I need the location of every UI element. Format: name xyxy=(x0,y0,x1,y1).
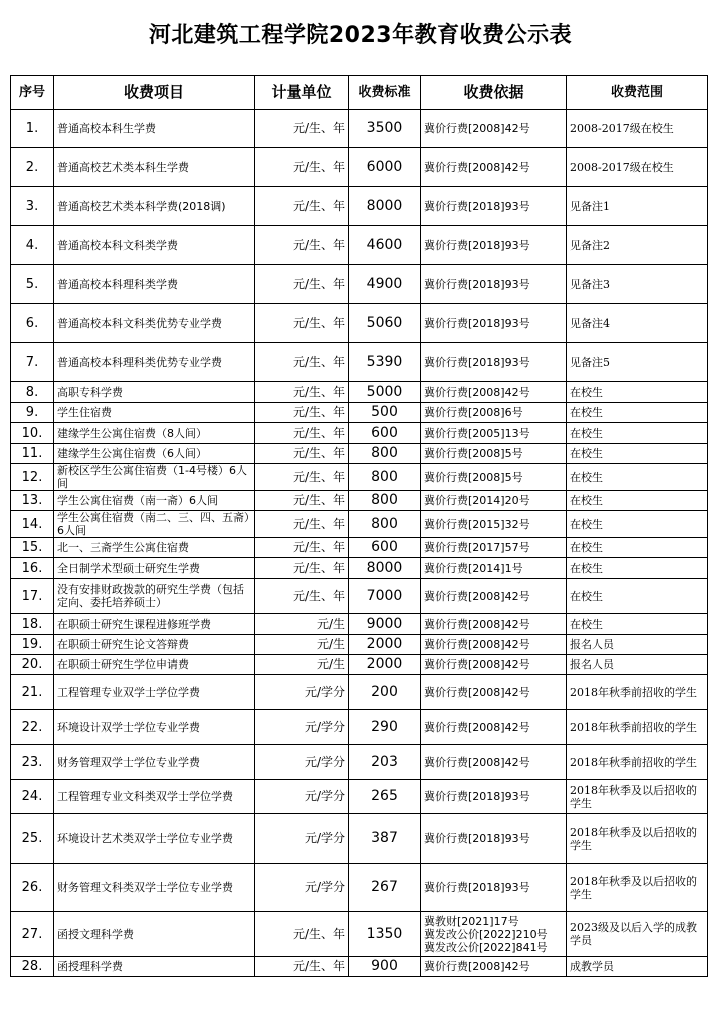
row-index: 24. xyxy=(11,780,54,814)
row-item: 学生住宿费 xyxy=(54,403,255,423)
row-standard: 4600 xyxy=(349,226,421,265)
row-basis xyxy=(421,382,567,403)
row-scope: 2018年秋季前招收的学生 xyxy=(567,745,708,780)
row-standard: 800 xyxy=(349,464,421,491)
row-unit: 元/生、年 xyxy=(255,226,349,265)
row-standard: 800 xyxy=(349,491,421,511)
row-basis-line: 冀价行费[2018]93号 xyxy=(424,238,530,252)
row-unit: 元/生、年 xyxy=(255,444,349,464)
row-item: 高职专科学费 xyxy=(54,382,255,403)
row-unit: 元/生、年 xyxy=(255,957,349,977)
row-unit: 元/生 xyxy=(255,614,349,635)
row-standard: 800 xyxy=(349,444,421,464)
row-item: 普通高校本科生学费 xyxy=(54,110,255,148)
row-unit: 元/生、年 xyxy=(255,558,349,579)
page-title: 河北建筑工程学院2023年教育收费公示表 xyxy=(148,23,573,48)
row-index: 22. xyxy=(11,710,54,745)
row-basis-line: 冀价行费[2008]42号 xyxy=(424,658,530,671)
row-basis xyxy=(421,110,567,148)
table-row xyxy=(11,558,708,579)
table-row xyxy=(11,304,708,343)
row-index: 23. xyxy=(11,745,54,780)
table-row xyxy=(11,148,708,187)
row-scope: 见备注5 xyxy=(567,343,708,382)
row-item: 学生公寓住宿费（南一斋）6人间 xyxy=(54,491,255,511)
table-row xyxy=(11,814,708,864)
row-item: 环境设计艺术类双学士学位专业学费 xyxy=(54,814,255,864)
row-basis-line: 冀价行费[2008]42号 xyxy=(424,960,530,973)
row-scope: 2018年秋季前招收的学生 xyxy=(567,710,708,745)
row-item: 普通高校艺术类本科学费(2018调) xyxy=(54,187,255,226)
row-basis-line: 冀价行费[2008]42号 xyxy=(424,638,530,651)
row-basis xyxy=(421,464,567,491)
row-basis xyxy=(421,343,567,382)
row-basis-line: 冀价行费[2005]13号 xyxy=(424,426,530,440)
row-scope: 在校生 xyxy=(567,614,708,635)
table-row xyxy=(11,226,708,265)
row-item: 北一、三斋学生公寓住宿费 xyxy=(54,538,255,558)
table-row xyxy=(11,538,708,558)
row-item: 普通高校本科文科类优势专业学费 xyxy=(54,304,255,343)
table-row xyxy=(11,187,708,226)
table-row xyxy=(11,957,708,977)
row-unit: 元/生、年 xyxy=(255,187,349,226)
row-scope: 成教学员 xyxy=(567,957,708,977)
row-basis-line: 冀价行费[2015]32号 xyxy=(424,517,530,531)
row-item: 在职硕士研究生课程进修班学费 xyxy=(54,614,255,635)
table-row xyxy=(11,444,708,464)
row-item: 建缘学生公寓住宿费（8人间） xyxy=(54,423,255,444)
fee-table-body xyxy=(11,110,708,977)
row-item: 在职硕士研究生学位申请费 xyxy=(54,655,255,675)
row-index: 12. xyxy=(11,464,54,491)
row-unit: 元/学分 xyxy=(255,745,349,780)
row-scope: 报名人员 xyxy=(567,655,708,675)
row-scope: 在校生 xyxy=(567,579,708,614)
row-index: 20. xyxy=(11,655,54,675)
row-basis xyxy=(421,655,567,675)
row-standard: 290 xyxy=(349,710,421,745)
row-item: 财务管理文科类双学士学位专业学费 xyxy=(54,864,255,912)
row-scope: 报名人员 xyxy=(567,635,708,655)
row-standard: 5390 xyxy=(349,343,421,382)
row-item: 工程管理专业双学士学位学费 xyxy=(54,675,255,710)
row-basis xyxy=(421,187,567,226)
row-index: 18. xyxy=(11,614,54,635)
row-item: 新校区学生公寓住宿费（1-4号楼）6人间 xyxy=(54,464,255,491)
row-scope: 在校生 xyxy=(567,511,708,538)
row-standard: 600 xyxy=(349,538,421,558)
row-standard: 7000 xyxy=(349,579,421,614)
row-index: 1. xyxy=(11,110,54,148)
table-row xyxy=(11,343,708,382)
row-standard: 5060 xyxy=(349,304,421,343)
row-basis xyxy=(421,912,567,957)
row-basis xyxy=(421,614,567,635)
table-row xyxy=(11,110,708,148)
row-basis-line: 冀价行费[2008]42号 xyxy=(424,385,530,399)
row-standard: 2000 xyxy=(349,655,421,675)
table-row xyxy=(11,423,708,444)
row-index: 9. xyxy=(11,403,54,423)
row-standard: 265 xyxy=(349,780,421,814)
row-standard: 4900 xyxy=(349,265,421,304)
row-index: 28. xyxy=(11,957,54,977)
row-basis xyxy=(421,403,567,423)
table-header-row xyxy=(11,76,708,110)
row-unit: 元/学分 xyxy=(255,780,349,814)
row-basis-line: 冀价行费[2008]42号 xyxy=(424,160,530,174)
row-scope: 2018年秋季前招收的学生 xyxy=(567,675,708,710)
row-standard: 200 xyxy=(349,675,421,710)
row-basis-line: 冀价行费[2008]42号 xyxy=(424,122,530,135)
row-basis-line: 冀价行费[2008]42号 xyxy=(424,589,530,603)
table-row xyxy=(11,579,708,614)
row-basis xyxy=(421,635,567,655)
row-basis-line: 冀价行费[2018]93号 xyxy=(424,199,530,213)
row-standard: 267 xyxy=(349,864,421,912)
row-basis xyxy=(421,511,567,538)
table-row xyxy=(11,864,708,912)
row-basis xyxy=(421,304,567,343)
table-row xyxy=(11,511,708,538)
row-standard: 8000 xyxy=(349,187,421,226)
row-scope: 在校生 xyxy=(567,444,708,464)
row-basis-line: 冀发改公价[2022]210号 xyxy=(424,927,548,941)
row-index: 11. xyxy=(11,444,54,464)
row-unit: 元/生 xyxy=(255,635,349,655)
row-index: 21. xyxy=(11,675,54,710)
row-standard: 387 xyxy=(349,814,421,864)
row-unit: 元/生、年 xyxy=(255,343,349,382)
row-scope: 2008-2017级在校生 xyxy=(567,110,708,148)
table-row xyxy=(11,464,708,491)
row-basis xyxy=(421,491,567,511)
table-row xyxy=(11,745,708,780)
row-item: 学生公寓住宿费（南二、三、四、五斋）6人间 xyxy=(54,511,255,538)
row-item: 普通高校艺术类本科生学费 xyxy=(54,148,255,187)
row-unit: 元/生、年 xyxy=(255,464,349,491)
row-index: 4. xyxy=(11,226,54,265)
row-standard: 800 xyxy=(349,511,421,538)
row-basis-line: 冀价行费[2008]5号 xyxy=(424,447,523,460)
row-scope: 2018年秋季及以后招收的学生 xyxy=(567,814,708,864)
row-index: 13. xyxy=(11,491,54,511)
row-basis-line: 冀价行费[2018]93号 xyxy=(424,832,530,845)
row-standard: 500 xyxy=(349,403,421,423)
row-basis-line: 冀教财[2021]17号 xyxy=(424,914,519,928)
row-basis xyxy=(421,675,567,710)
row-unit: 元/生、年 xyxy=(255,491,349,511)
row-basis xyxy=(421,538,567,558)
row-unit: 元/学分 xyxy=(255,710,349,745)
row-index: 3. xyxy=(11,187,54,226)
row-unit: 元/生、年 xyxy=(255,403,349,423)
row-index: 5. xyxy=(11,265,54,304)
row-scope: 在校生 xyxy=(567,403,708,423)
row-standard: 1350 xyxy=(349,912,421,957)
table-row xyxy=(11,912,708,957)
row-basis-line: 冀价行费[2008]42号 xyxy=(424,755,530,769)
row-standard: 900 xyxy=(349,957,421,977)
row-scope: 在校生 xyxy=(567,558,708,579)
row-unit: 元/生、年 xyxy=(255,304,349,343)
row-unit: 元/生、年 xyxy=(255,538,349,558)
row-item: 财务管理双学士学位专业学费 xyxy=(54,745,255,780)
table-row xyxy=(11,614,708,635)
row-scope: 在校生 xyxy=(567,382,708,403)
row-unit: 元/生 xyxy=(255,655,349,675)
row-basis xyxy=(421,558,567,579)
row-standard: 2000 xyxy=(349,635,421,655)
row-item: 工程管理专业文科类双学士学位学费 xyxy=(54,780,255,814)
row-basis xyxy=(421,444,567,464)
table-row xyxy=(11,491,708,511)
row-item: 环境设计双学士学位专业学费 xyxy=(54,710,255,745)
row-standard: 203 xyxy=(349,745,421,780)
row-item: 建缘学生公寓住宿费（6人间） xyxy=(54,444,255,464)
row-index: 19. xyxy=(11,635,54,655)
row-item: 函授文理科学费 xyxy=(54,912,255,957)
row-index: 14. xyxy=(11,511,54,538)
row-basis xyxy=(421,780,567,814)
row-index: 10. xyxy=(11,423,54,444)
row-scope: 在校生 xyxy=(567,491,708,511)
row-unit: 元/学分 xyxy=(255,814,349,864)
row-basis xyxy=(421,957,567,977)
table-row xyxy=(11,382,708,403)
row-item: 普通高校本科理科类学费 xyxy=(54,265,255,304)
row-scope: 2008-2017级在校生 xyxy=(567,148,708,187)
row-basis-line: 冀价行费[2008]42号 xyxy=(424,685,530,699)
row-basis-line: 冀价行费[2008]42号 xyxy=(424,617,530,631)
row-unit: 元/生、年 xyxy=(255,511,349,538)
row-index: 27. xyxy=(11,912,54,957)
row-basis-line: 冀价行费[2014]1号 xyxy=(424,561,523,575)
table-row xyxy=(11,265,708,304)
header-basis: 收费依据 xyxy=(421,76,567,110)
row-basis xyxy=(421,226,567,265)
row-basis xyxy=(421,745,567,780)
row-standard: 3500 xyxy=(349,110,421,148)
row-basis-line: 冀价行费[2017]57号 xyxy=(424,541,530,554)
row-basis-line: 冀价行费[2008]42号 xyxy=(424,720,530,734)
row-standard: 8000 xyxy=(349,558,421,579)
row-scope: 见备注4 xyxy=(567,304,708,343)
row-item: 在职硕士研究生论文答辩费 xyxy=(54,635,255,655)
row-unit: 元/学分 xyxy=(255,864,349,912)
row-item: 函授理科学费 xyxy=(54,957,255,977)
row-unit: 元/生、年 xyxy=(255,912,349,957)
row-scope: 2023级及以后入学的成教学员 xyxy=(567,912,708,957)
row-index: 7. xyxy=(11,343,54,382)
row-unit: 元/生、年 xyxy=(255,265,349,304)
row-index: 6. xyxy=(11,304,54,343)
row-scope: 2018年秋季及以后招收的学生 xyxy=(567,780,708,814)
header-item: 收费项目 xyxy=(54,76,255,110)
row-unit: 元/生、年 xyxy=(255,579,349,614)
header-unit: 计量单位 xyxy=(255,76,349,110)
table-row xyxy=(11,655,708,675)
row-index: 16. xyxy=(11,558,54,579)
row-unit: 元/生、年 xyxy=(255,423,349,444)
row-unit: 元/生、年 xyxy=(255,382,349,403)
row-index: 2. xyxy=(11,148,54,187)
row-index: 15. xyxy=(11,538,54,558)
row-scope: 在校生 xyxy=(567,423,708,444)
row-index: 26. xyxy=(11,864,54,912)
header-index: 序号 xyxy=(11,76,54,110)
row-unit: 元/学分 xyxy=(255,675,349,710)
row-basis-line: 冀价行费[2018]93号 xyxy=(424,881,530,894)
row-standard: 5000 xyxy=(349,382,421,403)
row-scope: 在校生 xyxy=(567,538,708,558)
row-scope: 见备注3 xyxy=(567,265,708,304)
table-row xyxy=(11,710,708,745)
table-row xyxy=(11,403,708,423)
row-index: 25. xyxy=(11,814,54,864)
row-basis-line: 冀价行费[2018]93号 xyxy=(424,316,530,330)
row-basis xyxy=(421,814,567,864)
row-scope: 2018年秋季及以后招收的学生 xyxy=(567,864,708,912)
table-row xyxy=(11,780,708,814)
row-basis xyxy=(421,579,567,614)
row-basis xyxy=(421,265,567,304)
row-standard: 6000 xyxy=(349,148,421,187)
table-row xyxy=(11,675,708,710)
row-basis-line: 冀发改公价[2022]841号 xyxy=(424,940,548,954)
row-basis-line: 冀价行费[2018]93号 xyxy=(424,790,530,803)
table-row xyxy=(11,635,708,655)
row-scope: 在校生 xyxy=(567,464,708,491)
row-scope: 见备注2 xyxy=(567,226,708,265)
row-unit: 元/生、年 xyxy=(255,148,349,187)
row-basis-line: 冀价行费[2008]5号 xyxy=(424,470,523,484)
row-item: 全日制学术型硕士研究生学费 xyxy=(54,558,255,579)
row-index: 8. xyxy=(11,382,54,403)
row-item: 没有安排财政拨款的研究生学费（包括定向、委托培养硕士） xyxy=(54,579,255,614)
row-basis xyxy=(421,148,567,187)
row-basis-line: 冀价行费[2018]93号 xyxy=(424,355,530,369)
row-unit: 元/生、年 xyxy=(255,110,349,148)
row-standard: 9000 xyxy=(349,614,421,635)
row-basis-line: 冀价行费[2014]20号 xyxy=(424,494,530,507)
row-basis xyxy=(421,423,567,444)
row-index: 17. xyxy=(11,579,54,614)
row-item: 普通高校本科理科类优势专业学费 xyxy=(54,343,255,382)
row-basis xyxy=(421,710,567,745)
row-item: 普通高校本科文科类学费 xyxy=(54,226,255,265)
row-basis-line: 冀价行费[2018]93号 xyxy=(424,277,530,291)
row-basis-line: 冀价行费[2008]6号 xyxy=(424,406,523,419)
row-scope: 见备注1 xyxy=(567,187,708,226)
row-standard: 600 xyxy=(349,423,421,444)
header-scope: 收费范围 xyxy=(567,76,708,110)
fee-table xyxy=(10,75,708,977)
row-basis xyxy=(421,864,567,912)
header-standard: 收费标准 xyxy=(349,76,421,110)
